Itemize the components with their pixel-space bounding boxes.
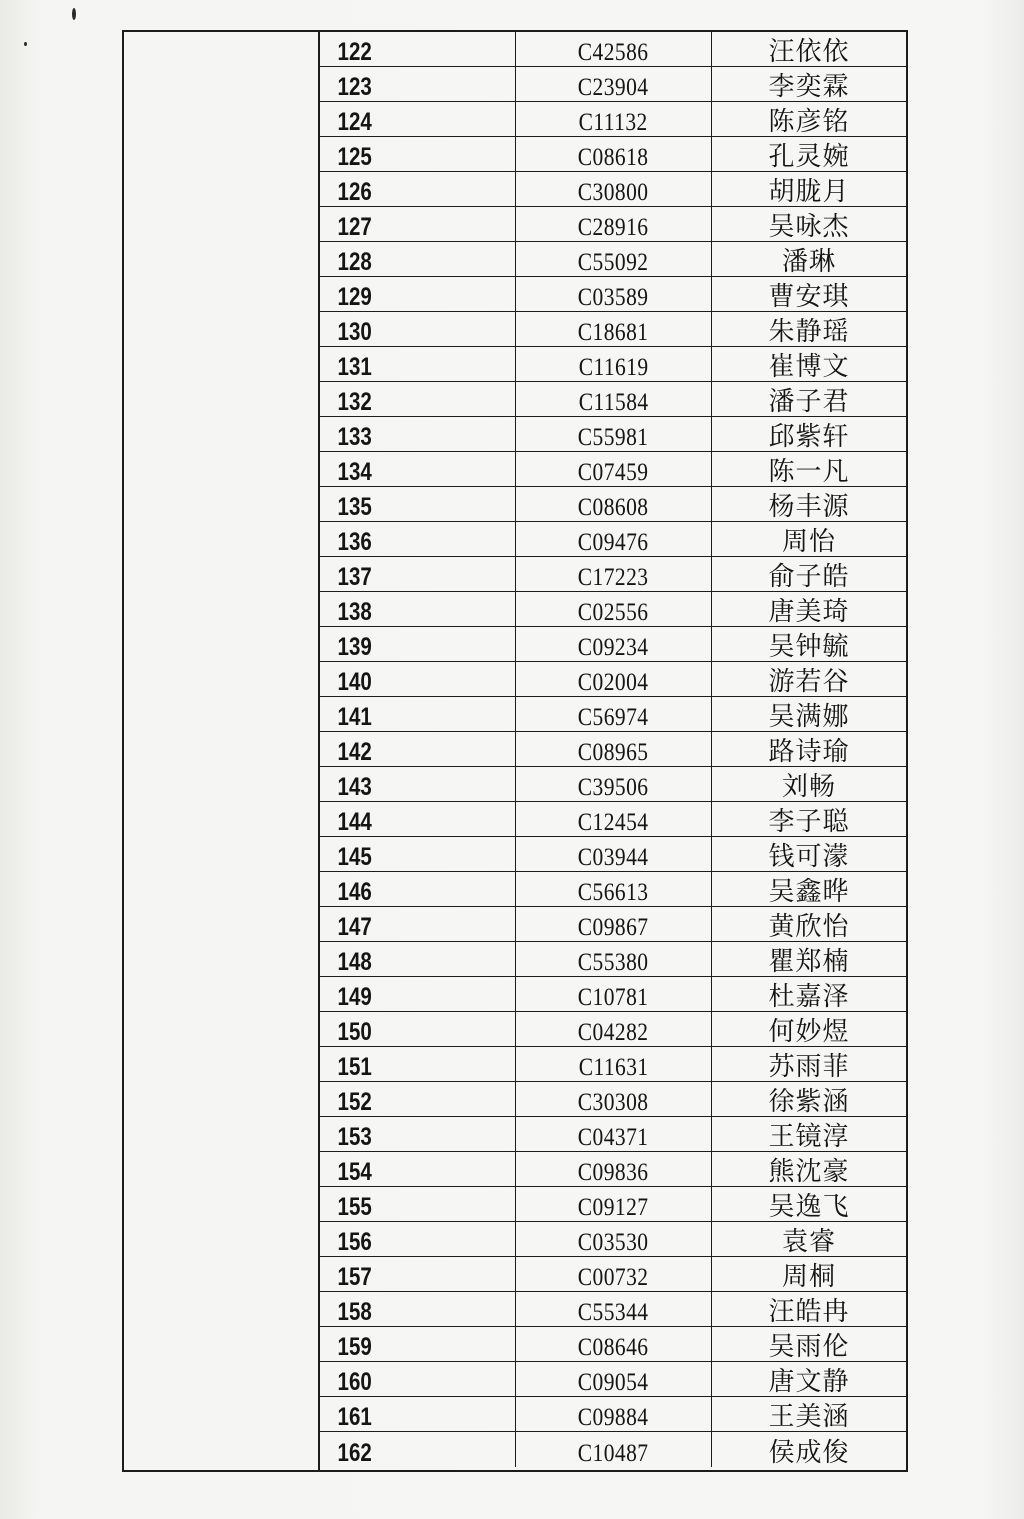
candidate-name-cell	[712, 977, 906, 1011]
row-number: 152	[337, 1088, 372, 1116]
candidate-code: C09054	[578, 1369, 649, 1396]
table-row	[320, 872, 906, 907]
candidate-name: 王镜淳	[768, 1122, 850, 1152]
row-number: 128	[337, 248, 372, 276]
table-row	[320, 977, 906, 1012]
candidate-name: 胡胧月	[768, 177, 850, 207]
row-number-cell	[320, 1362, 516, 1396]
candidate-name-cell	[712, 802, 906, 836]
row-number-cell	[320, 802, 516, 836]
row-number-cell	[320, 1222, 516, 1256]
candidate-code: C09127	[578, 1194, 649, 1221]
candidate-name-cell	[712, 312, 906, 346]
candidate-name-cell	[712, 1152, 906, 1186]
candidate-code-cell	[516, 67, 712, 101]
row-number-cell	[320, 32, 516, 66]
candidate-name: 汪皓冉	[768, 1297, 850, 1327]
candidate-name: 杜嘉泽	[768, 982, 850, 1012]
table-row	[320, 417, 906, 452]
table-row	[320, 102, 906, 137]
row-number-cell	[320, 1327, 516, 1361]
candidate-code-cell	[516, 837, 712, 871]
table-row	[320, 557, 906, 592]
candidate-code: C11584	[578, 389, 649, 416]
candidate-name-cell	[712, 102, 906, 136]
candidate-name: 李奕霖	[768, 72, 850, 102]
candidate-name: 瞿郑楠	[768, 947, 850, 977]
row-number-cell	[320, 942, 516, 976]
candidate-code: C02004	[578, 669, 649, 696]
candidate-code-cell	[516, 1222, 712, 1256]
candidate-code-cell	[516, 277, 712, 311]
candidate-code: C11631	[578, 1054, 649, 1081]
candidate-name: 吴鑫晔	[768, 877, 850, 907]
candidate-name: 吴雨伦	[768, 1332, 850, 1362]
candidate-name-cell	[712, 1047, 906, 1081]
candidate-code: C12454	[578, 809, 649, 836]
row-number-cell	[320, 1292, 516, 1326]
table-row	[320, 1362, 906, 1397]
candidate-code-cell	[516, 1327, 712, 1361]
candidate-code: C03530	[578, 1229, 649, 1256]
row-number-cell	[320, 907, 516, 941]
candidate-code-cell	[516, 522, 712, 556]
candidate-code: C09234	[578, 634, 649, 661]
candidate-code: C09867	[578, 914, 649, 941]
row-number: 134	[337, 458, 372, 486]
row-number: 156	[337, 1228, 372, 1256]
candidate-name-cell	[712, 557, 906, 591]
row-number: 140	[337, 668, 372, 696]
row-number-cell	[320, 312, 516, 346]
candidate-code-cell	[516, 1012, 712, 1046]
row-number: 154	[337, 1158, 372, 1186]
candidate-name: 陈一凡	[768, 457, 850, 487]
row-number: 151	[337, 1053, 372, 1081]
candidate-name-cell	[712, 137, 906, 171]
row-number: 147	[337, 913, 372, 941]
table-row	[320, 1397, 906, 1432]
row-number-cell	[320, 242, 516, 276]
candidate-code: C02556	[578, 599, 649, 626]
candidate-code-cell	[516, 627, 712, 661]
candidate-code: C55380	[578, 949, 649, 976]
candidate-name-cell	[712, 382, 906, 416]
table-row	[320, 487, 906, 522]
candidate-name: 曹安琪	[768, 282, 850, 312]
candidate-name-cell	[712, 1257, 906, 1291]
table-row	[320, 1222, 906, 1257]
table-row	[320, 242, 906, 277]
row-number-cell	[320, 697, 516, 731]
row-number: 130	[337, 318, 372, 346]
candidate-code-cell	[516, 1047, 712, 1081]
table-row	[320, 67, 906, 102]
row-number-cell	[320, 487, 516, 521]
row-number: 132	[337, 388, 372, 416]
candidate-name-cell	[712, 417, 906, 451]
row-number: 139	[337, 633, 372, 661]
row-number-cell	[320, 1117, 516, 1151]
row-number-cell	[320, 872, 516, 906]
candidate-name: 侯成俊	[768, 1438, 850, 1468]
candidate-name: 潘琳	[781, 247, 836, 277]
row-number-cell	[320, 1432, 516, 1467]
row-number-cell	[320, 1187, 516, 1221]
candidate-code: C56974	[578, 704, 649, 731]
row-number: 160	[337, 1368, 372, 1396]
table-row	[320, 347, 906, 382]
candidate-code: C09836	[578, 1159, 649, 1186]
candidate-code-cell	[516, 207, 712, 241]
candidate-code-cell	[516, 1187, 712, 1221]
table-row	[320, 767, 906, 802]
candidate-name: 吴逸飞	[768, 1192, 850, 1222]
candidate-name-cell	[712, 1117, 906, 1151]
table-row	[320, 1292, 906, 1327]
table-row	[320, 837, 906, 872]
candidate-name-cell	[712, 452, 906, 486]
table-row	[320, 1117, 906, 1152]
candidate-code-cell	[516, 1082, 712, 1116]
candidate-name-cell	[712, 1432, 906, 1467]
candidate-name: 吴咏杰	[768, 212, 850, 242]
candidate-code-cell	[516, 1362, 712, 1396]
candidate-name: 周怡	[781, 527, 836, 557]
row-number: 136	[337, 528, 372, 556]
candidate-name: 孔灵婉	[768, 142, 850, 172]
row-number-cell	[320, 382, 516, 416]
row-number: 127	[337, 213, 372, 241]
candidate-name-cell	[712, 1082, 906, 1116]
candidate-name-cell	[712, 172, 906, 206]
candidate-code-cell	[516, 907, 712, 941]
candidate-code-cell	[516, 557, 712, 591]
candidate-code: C07459	[578, 459, 649, 486]
candidate-code: C11132	[578, 109, 649, 136]
candidate-code-cell	[516, 1117, 712, 1151]
candidate-code-cell	[516, 1152, 712, 1186]
candidate-code-cell	[516, 1432, 712, 1467]
row-number: 129	[337, 283, 372, 311]
row-number-cell	[320, 277, 516, 311]
candidate-name: 王美涵	[768, 1402, 850, 1432]
candidate-name-cell	[712, 1187, 906, 1221]
row-number-cell	[320, 452, 516, 486]
table-row	[320, 172, 906, 207]
candidate-code-cell	[516, 32, 712, 66]
candidate-name-cell	[712, 1397, 906, 1431]
table-row	[320, 942, 906, 977]
table-row	[320, 1047, 906, 1082]
candidate-name: 吴钟毓	[768, 632, 850, 662]
row-number: 157	[337, 1263, 372, 1291]
candidate-code-cell	[516, 1257, 712, 1291]
candidate-code-cell	[516, 172, 712, 206]
candidate-code-cell	[516, 802, 712, 836]
candidate-name-cell	[712, 732, 906, 766]
row-number: 161	[337, 1403, 372, 1431]
candidate-name-cell	[712, 627, 906, 661]
candidate-code-cell	[516, 487, 712, 521]
table-row	[320, 1012, 906, 1047]
candidate-code: C08608	[578, 494, 649, 521]
row-number: 155	[337, 1193, 372, 1221]
row-number-cell	[320, 207, 516, 241]
candidate-code: C55092	[578, 249, 649, 276]
candidate-name-cell	[712, 487, 906, 521]
candidate-code: C17223	[578, 564, 649, 591]
candidate-name-cell	[712, 662, 906, 696]
candidate-code-cell	[516, 732, 712, 766]
candidate-code: C09476	[578, 529, 649, 556]
row-number-cell	[320, 627, 516, 661]
table-row	[320, 662, 906, 697]
table-row	[320, 207, 906, 242]
table-row	[320, 802, 906, 837]
row-number: 159	[337, 1333, 372, 1361]
roster-rows	[320, 32, 906, 1470]
candidate-code: C10487	[578, 1440, 649, 1467]
row-number-cell	[320, 522, 516, 556]
row-number: 131	[337, 353, 372, 381]
table-row	[320, 137, 906, 172]
candidate-name: 俞子皓	[768, 562, 850, 592]
candidate-code-cell	[516, 102, 712, 136]
candidate-code-cell	[516, 942, 712, 976]
candidate-name-cell	[712, 1362, 906, 1396]
row-number: 143	[337, 773, 372, 801]
candidate-code: C08646	[578, 1334, 649, 1361]
row-number: 126	[337, 178, 372, 206]
row-number-cell	[320, 137, 516, 171]
table-row	[320, 452, 906, 487]
candidate-code-cell	[516, 592, 712, 626]
candidate-code-cell	[516, 312, 712, 346]
row-number-cell	[320, 417, 516, 451]
candidate-code-cell	[516, 977, 712, 1011]
row-number: 122	[337, 38, 372, 66]
row-number-cell	[320, 662, 516, 696]
candidate-name: 袁睿	[781, 1227, 836, 1257]
row-number-cell	[320, 1257, 516, 1291]
candidate-name: 崔博文	[768, 352, 850, 382]
candidate-name: 邱紫轩	[768, 422, 850, 452]
candidate-code-cell	[516, 697, 712, 731]
candidate-code: C11619	[578, 354, 649, 381]
row-number: 124	[337, 108, 372, 136]
candidate-name-cell	[712, 207, 906, 241]
candidate-code: C42586	[578, 39, 649, 66]
candidate-code: C18681	[578, 319, 649, 346]
row-number-cell	[320, 1397, 516, 1431]
candidate-name-cell	[712, 277, 906, 311]
candidate-code: C55981	[578, 424, 649, 451]
row-number: 142	[337, 738, 372, 766]
candidate-name: 熊沈豪	[768, 1157, 850, 1187]
candidate-code: C28916	[578, 214, 649, 241]
row-number-cell	[320, 592, 516, 626]
row-number: 144	[337, 808, 372, 836]
candidate-code: C00732	[578, 1264, 649, 1291]
row-number-cell	[320, 102, 516, 136]
row-number: 145	[337, 843, 372, 871]
candidate-code: C23904	[578, 74, 649, 101]
candidate-name: 路诗瑜	[768, 737, 850, 767]
row-number: 162	[337, 1439, 372, 1467]
candidate-name-cell	[712, 942, 906, 976]
row-number-cell	[320, 1082, 516, 1116]
candidate-code-cell	[516, 347, 712, 381]
candidate-code-cell	[516, 662, 712, 696]
candidate-name-cell	[712, 522, 906, 556]
row-number-cell	[320, 1152, 516, 1186]
candidate-name: 吴满娜	[768, 702, 850, 732]
candidate-code: C39506	[578, 774, 649, 801]
candidate-code-cell	[516, 872, 712, 906]
table-row	[320, 627, 906, 662]
candidate-name-cell	[712, 1292, 906, 1326]
row-number: 137	[337, 563, 372, 591]
table-row	[320, 312, 906, 347]
candidate-code: C03944	[578, 844, 649, 871]
merged-group-cell	[124, 32, 320, 1470]
candidate-name: 刘畅	[781, 772, 836, 802]
candidate-code: C30800	[578, 179, 649, 206]
row-number: 153	[337, 1123, 372, 1151]
row-number: 125	[337, 143, 372, 171]
table-row	[320, 32, 906, 67]
row-number: 158	[337, 1298, 372, 1326]
candidate-code: C04371	[578, 1124, 649, 1151]
candidate-name: 徐紫涵	[768, 1087, 850, 1117]
candidate-name-cell	[712, 837, 906, 871]
row-number: 133	[337, 423, 372, 451]
candidate-code: C04282	[578, 1019, 649, 1046]
table-row	[320, 732, 906, 767]
candidate-code-cell	[516, 452, 712, 486]
row-number: 138	[337, 598, 372, 626]
table-row	[320, 1152, 906, 1187]
candidate-name-cell	[712, 907, 906, 941]
row-number: 135	[337, 493, 372, 521]
row-number: 123	[337, 73, 372, 101]
candidate-name: 钱可濛	[768, 842, 850, 872]
row-number-cell	[320, 67, 516, 101]
table-row	[320, 1187, 906, 1222]
candidate-name: 游若谷	[768, 667, 850, 697]
candidate-code-cell	[516, 417, 712, 451]
candidate-name-cell	[712, 1327, 906, 1361]
candidate-name-cell	[712, 242, 906, 276]
table-row	[320, 382, 906, 417]
candidate-name-cell	[712, 697, 906, 731]
table-row	[320, 697, 906, 732]
candidate-code: C55344	[578, 1299, 649, 1326]
table-row	[320, 277, 906, 312]
candidate-name-cell	[712, 67, 906, 101]
candidate-code: C03589	[578, 284, 649, 311]
candidate-name-cell	[712, 592, 906, 626]
row-number-cell	[320, 837, 516, 871]
candidate-name: 朱静瑶	[768, 317, 850, 347]
row-number-cell	[320, 557, 516, 591]
table-row	[320, 522, 906, 557]
table-row	[320, 592, 906, 627]
row-number: 148	[337, 948, 372, 976]
candidate-name: 唐美琦	[768, 597, 850, 627]
candidate-name-cell	[712, 347, 906, 381]
candidate-name: 唐文静	[768, 1367, 850, 1397]
table-row	[320, 1327, 906, 1362]
table-row	[320, 907, 906, 942]
candidate-code: C08965	[578, 739, 649, 766]
table-row	[320, 1257, 906, 1292]
row-number-cell	[320, 977, 516, 1011]
row-number-cell	[320, 767, 516, 801]
candidate-code: C08618	[578, 144, 649, 171]
row-number-cell	[320, 172, 516, 206]
candidate-name: 陈彦铭	[768, 107, 850, 137]
candidate-name-cell	[712, 32, 906, 66]
candidate-name: 李子聪	[768, 807, 850, 837]
candidate-code: C10781	[578, 984, 649, 1011]
candidate-code-cell	[516, 767, 712, 801]
scan-speck	[72, 8, 76, 20]
candidate-name: 潘子君	[768, 387, 850, 417]
candidate-name: 周桐	[781, 1262, 836, 1292]
row-number-cell	[320, 347, 516, 381]
candidate-name: 汪依依	[768, 37, 850, 67]
candidate-name: 杨丰源	[768, 492, 850, 522]
candidate-code-cell	[516, 137, 712, 171]
scan-speck	[24, 42, 27, 46]
candidate-name: 苏雨菲	[768, 1052, 850, 1082]
candidate-code-cell	[516, 242, 712, 276]
row-number: 141	[337, 703, 372, 731]
candidate-name-cell	[712, 767, 906, 801]
candidate-code: C56613	[578, 879, 649, 906]
table-row	[320, 1082, 906, 1117]
candidate-name-cell	[712, 1012, 906, 1046]
row-number: 146	[337, 878, 372, 906]
roster-table	[122, 30, 908, 1472]
row-number: 149	[337, 983, 372, 1011]
candidate-code-cell	[516, 1292, 712, 1326]
candidate-code: C30308	[578, 1089, 649, 1116]
candidate-name-cell	[712, 872, 906, 906]
candidate-code-cell	[516, 382, 712, 416]
candidate-name-cell	[712, 1222, 906, 1256]
candidate-name: 黄欣怡	[768, 912, 850, 942]
table-row	[320, 1432, 906, 1467]
row-number-cell	[320, 1047, 516, 1081]
candidate-name: 何妙煜	[768, 1017, 850, 1047]
row-number: 150	[337, 1018, 372, 1046]
row-number-cell	[320, 732, 516, 766]
candidate-code: C09884	[578, 1404, 649, 1431]
candidate-code-cell	[516, 1397, 712, 1431]
row-number-cell	[320, 1012, 516, 1046]
